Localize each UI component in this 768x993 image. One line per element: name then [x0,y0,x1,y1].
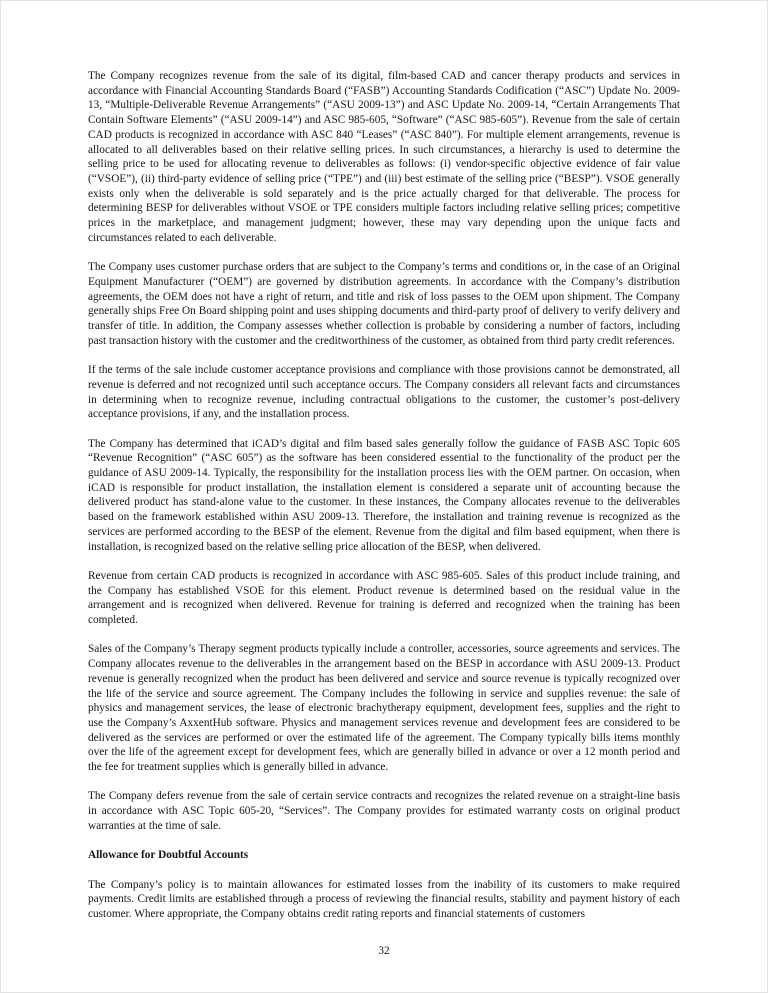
paragraph-revenue-recognition: The Company recognizes revenue from the sale of its digital, film-based CAD and cancer therapy products and services in accordance with Financial Accounting Standards Board (“FASB”) Accounting Standards Codification (“ASC”) Update No. 2009-13, “Multiple-Deliverable Revenue Arrangements” (“ASU 2009-13”) and ASC Update No. 2009-14, “Certain Arrangements That Contain Software Elements” (“ASU 2009-14”) and ASC 985-605, “Software” (“ASC 985-605”). Revenue from the sale of certain CAD products is recognized in accordance with ASC 840 “Leases” (“ASC 840”). For multiple element arrangements, revenue is allocated to all deliverables based on their relative selling prices. In such circumstances, a hierarchy is used to determine the selling price to be used for allocating revenue to deliverables as follows: (i) vendor-specific objective evidence of fair value (“VSOE”), (ii) third-party evidence of selling price (“TPE”) and (iii) best estimate of the selling price (“BESP”). VSOE generally exists only when the deliverable is sold separately and is the price actually charged for that deliverable. The process for determining BESP for deliverables without VSOE or TPE considers multiple factors including relative selling prices; competitive prices in the marketplace, and management judgment; however, these may vary depending upon the unique facts and circumstances related to each deliverable. [88,70,680,244]
document-page [88,69,680,936]
paragraph-service-contracts: The Company defers revenue from the sale of certain service contracts and recognizes the related revenue on a straight-line basis in accordance with ASC Topic 605-20, “Services”. The Company provides for estimated warranty costs on original product warranties at the time of sale. [88,790,680,832]
page-number: 32 [378,945,390,957]
paragraph-cad-products: Revenue from certain CAD products is recognized in accordance with ASC 985-605. Sales of this product include training, and the Company has established VSOE for this element. Product revenue is determined based on the residual value in the arrangement and is recognized when delivered. Revenue for training is deferred and recognized when the training has been completed. [88,569,680,627]
paragraph-purchase-orders: The Company uses customer purchase orders that are subject to the Company’s terms and conditions or, in the case of an Original Equipment Manufacturer (“OEM”) are governed by distribution agreements. In accordance with the Company’s distribution agreements, the OEM does not have a right of return, and title and risk of loss passes to the OEM upon shipment. The Company generally ships Free On Board shipping point and uses shipping documents and third-party proof of delivery to verify delivery and transfer of title. In addition, the Company assesses whether collection is probable by considering a number of factors, including past transaction history with the customer and the creditworthiness of the customer, as obtained from third party credit references. [88,261,680,347]
paragraph-acceptance-provisions: If the terms of the sale include customer acceptance provisions and compliance with those provisions cannot be demonstrated, all revenue is deferred and not recognized until such acceptance occurs. The Company considers all relevant facts and circumstances in determining when to recognize revenue, including contractual obligations to the customer, the customer’s post-delivery acceptance provisions, if any, and the installation process. [88,364,680,421]
section-heading-allowance-doubtful-accounts: Allowance for Doubtful Accounts [88,849,249,862]
paragraph-therapy-segment: Sales of the Company’s Therapy segment products typically include a controller, accessories, source agreements and services. The Company allocates revenue to the deliverables in the arrangement based on the BESP in accordance with ASU 2009-13. Product revenue is generally recognized when the product has been delivered and service and source revenue is typically recognized over the life of the service and source agreement. The Company includes the following in service and supplies revenue: the sale of physics and management services, the lease of electronic brachytherapy equipment, development fees, supplies and the right to use the Company’s AxxentHub software. Physics and management services revenue and development fees are considered to be delivered as the services are performed or over the estimated life of the agreement. The Company typically bills items monthly over the life of the agreement except for development fees, which are generally billed in advance or over a 12 month period and the fee for treatment supplies which is generally billed in advance. [88,643,680,774]
paragraph-icad-digital-film-sales: The Company has determined that iCAD’s digital and film based sales generally follow the guidance of FASB ASC Topic 605 “Revenue Recognition” (“ASC 605”) as the software has been considered essential to the functionality of the product per the guidance of ASU 2009-14. Typically, the responsibility for the installation process lies with the OEM partner. On occasion, when iCAD is responsible for product installation, the installation element is considered a separate unit of accounting because the delivered product has stand-alone value to the customer. In these instances, the Company allocates revenue to the deliverables based on the framework established within ASU 2009-13. Therefore, the installation and training revenue is recognized as the services are performed according to the BESP of the element. Revenue from the digital and film based equipment, when there is installation, is recognized based on the relative selling price allocation of the BESP, when delivered. [88,437,680,553]
paragraph-doubtful-accounts-policy: The Company’s policy is to maintain allowances for estimated losses from the inability of its customers to make required payments. Credit limits are established through a process of reviewing the financial results, stability and payment history of each customer. Where appropriate, the Company obtains credit rating reports and financial statements of customers [88,878,680,920]
